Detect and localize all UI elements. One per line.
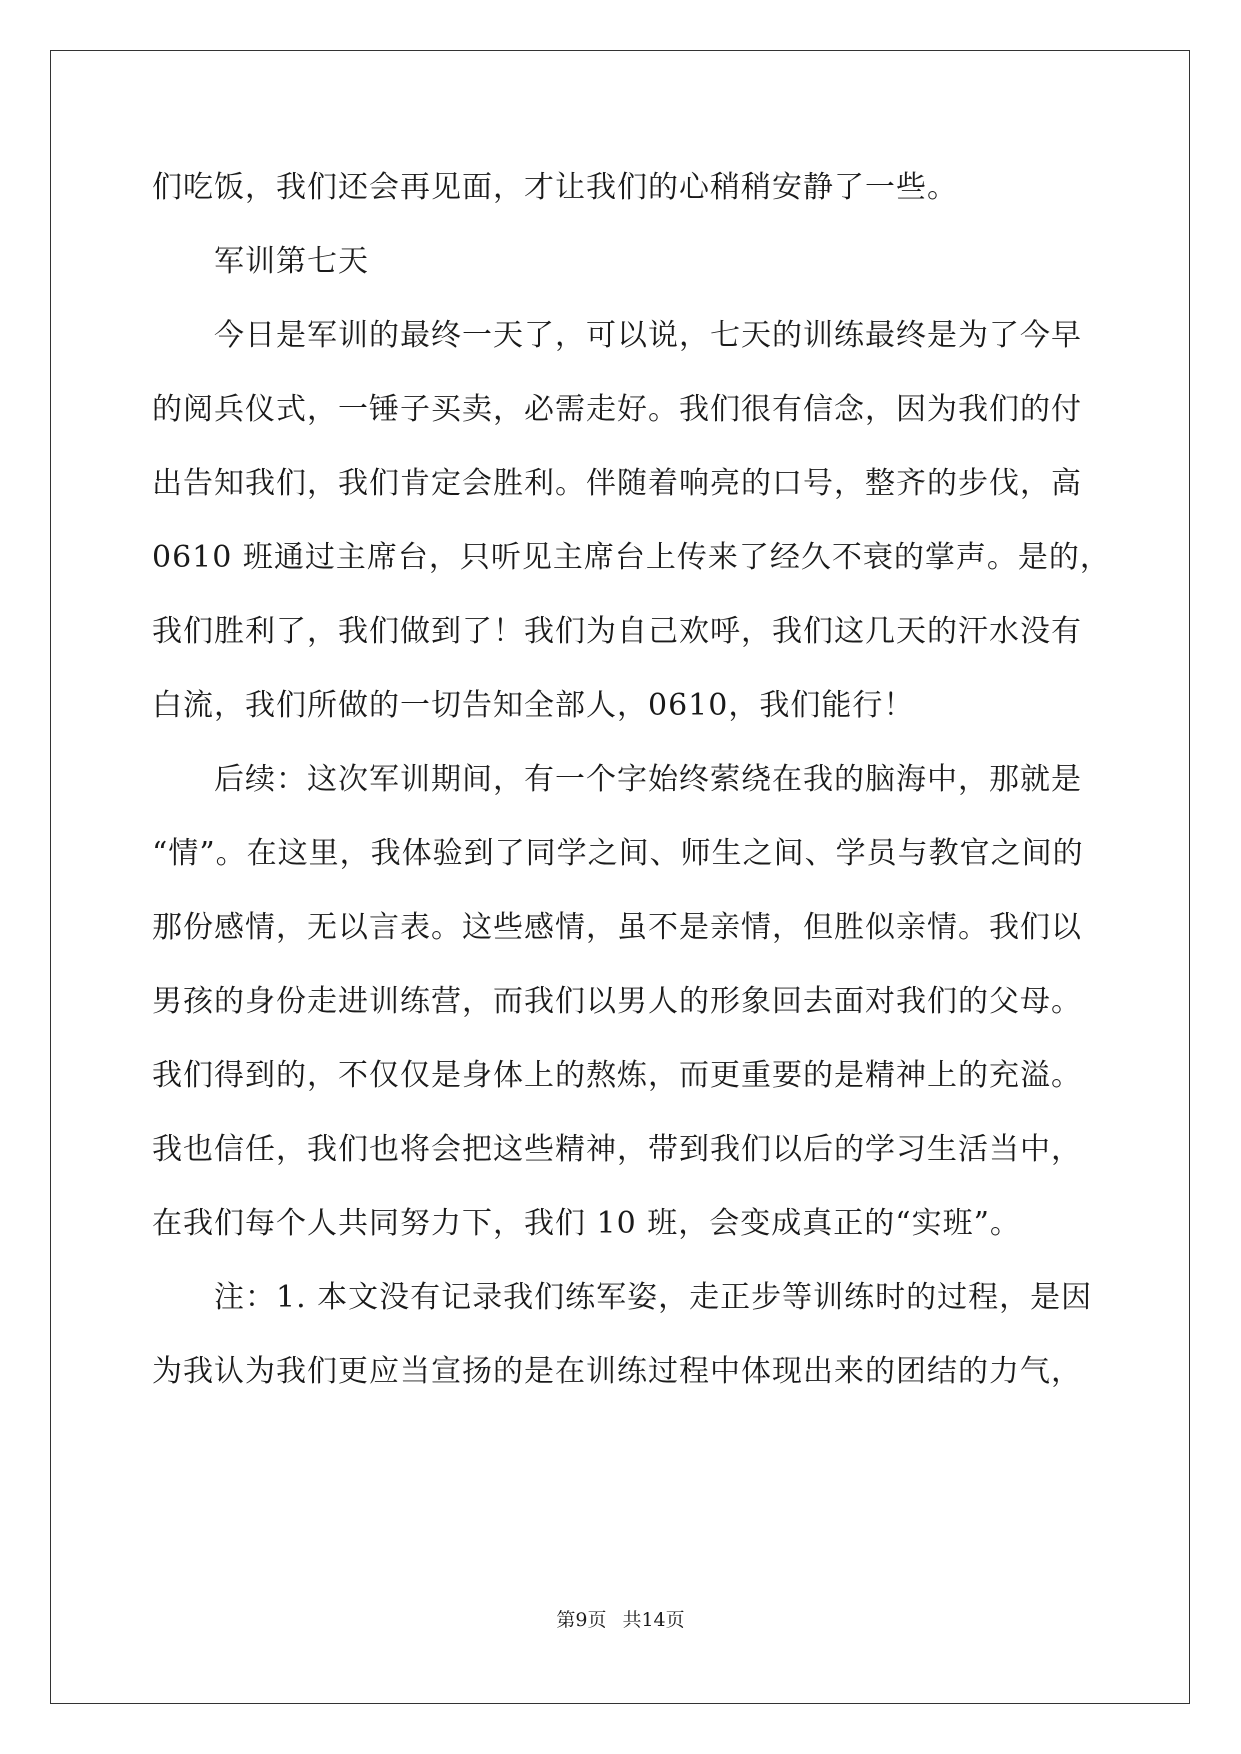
- text-line: 出告知我们，我们肯定会胜利。伴随着响亮的口号，整齐的步伐，高: [152, 466, 1082, 501]
- text-line: 白流，我们所做的一切告知全部人，0610，我们能行！: [152, 688, 915, 723]
- text-line: 在我们每个人共同努力下，我们 10 班，会变成真正的“实班”。: [152, 1206, 1021, 1241]
- text-line: 注：1. 本文没有记录我们练军姿，走正步等训练时的过程，是因: [214, 1280, 1093, 1315]
- text-line: 今日是军训的最终一天了，可以说，七天的训练最终是为了今早: [214, 318, 1082, 353]
- text-line: “情”。在这里，我体验到了同学之间、师生之间、学员与教官之间的: [152, 836, 1084, 871]
- page-border: [50, 50, 1190, 1704]
- text-line: 我也信任，我们也将会把这些精神，带到我们以后的学习生活当中，: [152, 1132, 1082, 1167]
- text-line: 们吃饭，我们还会再见面，才让我们的心稍稍安静了一些。: [152, 170, 958, 205]
- text-line: 0610 班通过主席台，只听见主席台上传来了经久不衰的掌声。是的，: [152, 540, 1111, 575]
- page-total: 共14页: [622, 1609, 685, 1631]
- section-heading: 军训第七天: [214, 244, 369, 279]
- text-line: 的阅兵仪式，一锤子买卖，必需走好。我们很有信念，因为我们的付: [152, 392, 1082, 427]
- text-line: 为我认为我们更应当宣扬的是在训练过程中体现出来的团结的力气，: [152, 1354, 1082, 1389]
- text-line: 我们胜利了，我们做到了！我们为自己欢呼，我们这几天的汗水没有: [152, 614, 1082, 649]
- text-line: 那份感情，无以言表。这些感情，虽不是亲情，但胜似亲情。我们以: [152, 910, 1082, 945]
- text-line: 我们得到的，不仅仅是身体上的熬炼，而更重要的是精神上的充溢。: [152, 1058, 1082, 1093]
- page-footer: [0, 1608, 1241, 1632]
- text-line: 男孩的身份走进训练营，而我们以男人的形象回去面对我们的父母。: [152, 984, 1082, 1019]
- page-number: 第9页: [556, 1609, 607, 1631]
- text-line: 后续：这次军训期间，有一个字始终萦绕在我的脑海中，那就是: [214, 762, 1082, 797]
